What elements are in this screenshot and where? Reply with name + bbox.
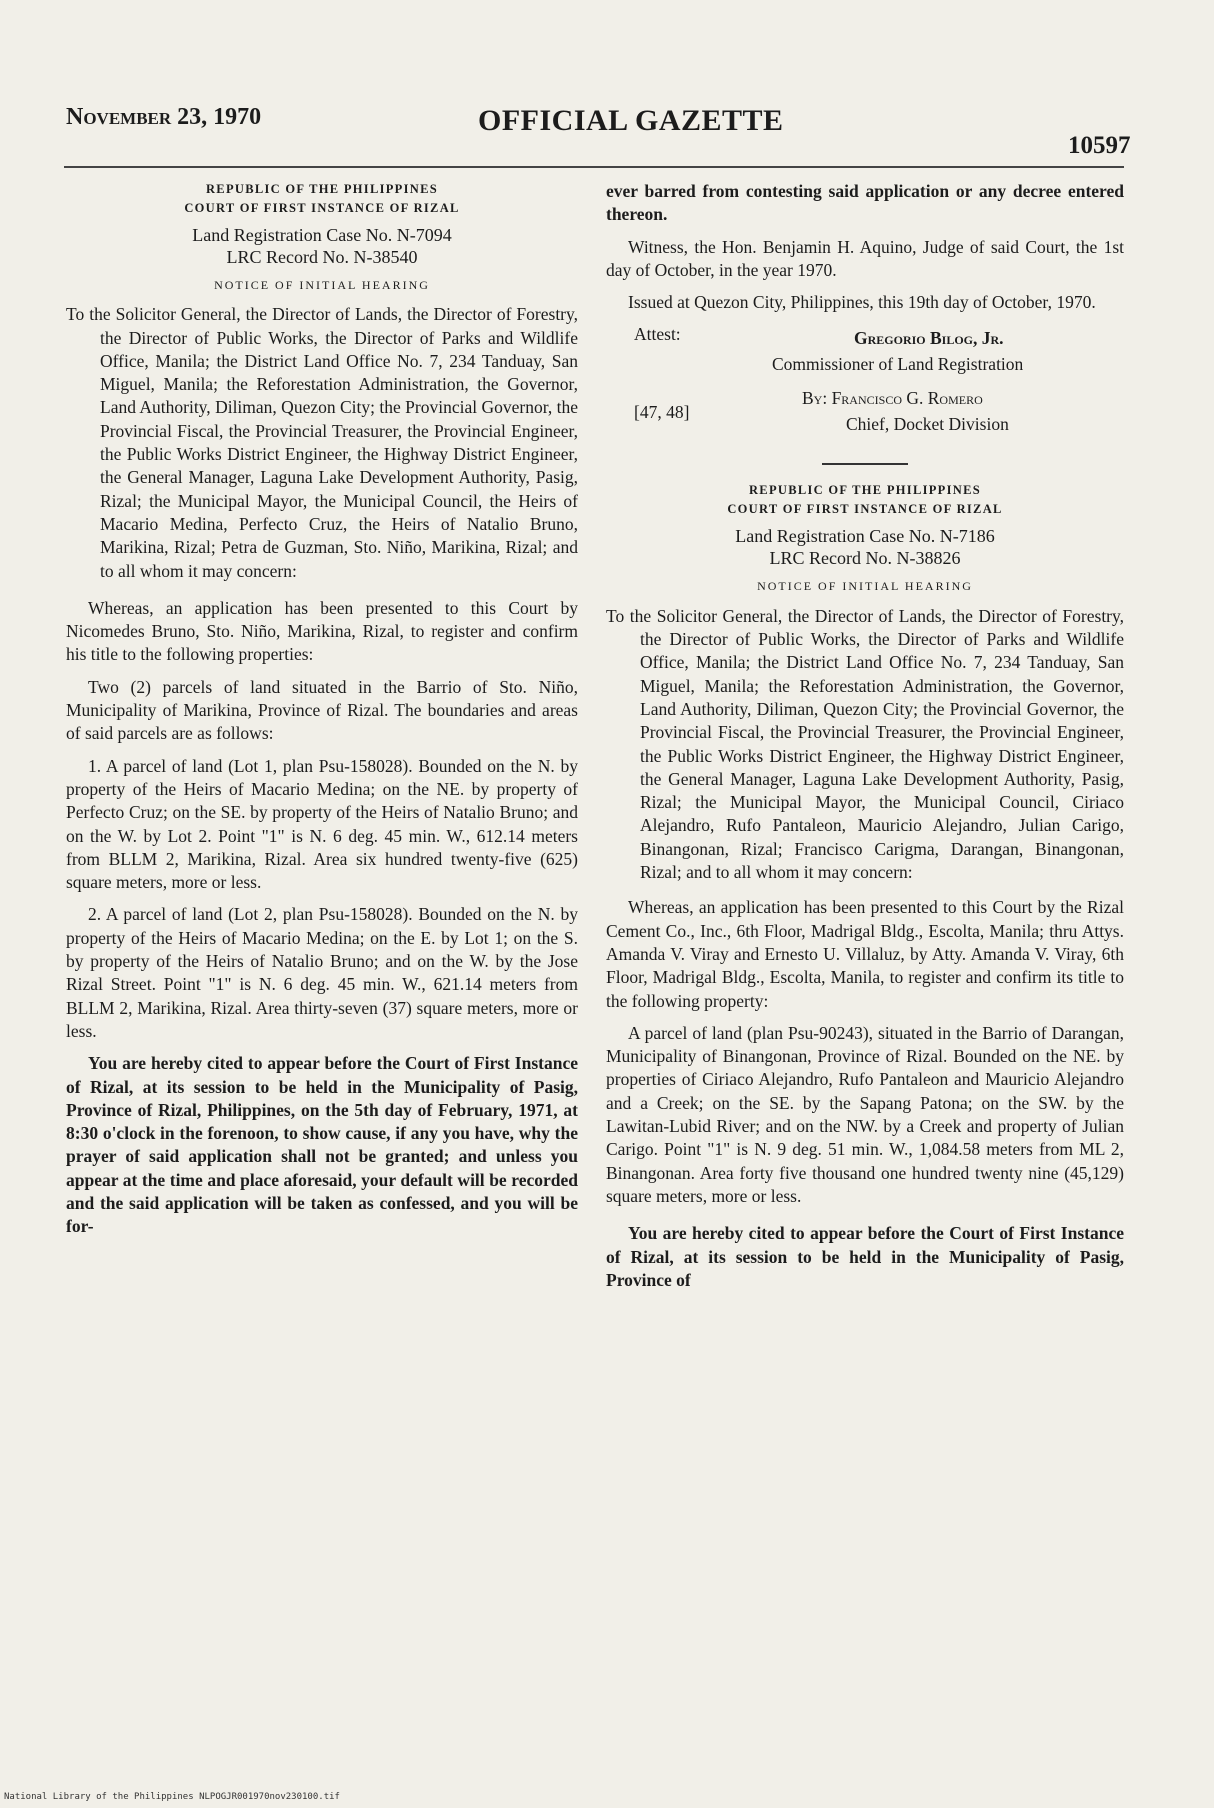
signer-title: Commissioner of Land Registration — [772, 354, 1024, 375]
witness-paragraph: Witness, the Hon. Benjamin H. Aquino, Judge of said Court, the 1st day of October, in the year 1970. — [606, 236, 1124, 280]
header-rule — [64, 166, 1124, 168]
continuation: ever barred from contesting said application or any decree entered thereon. — [606, 181, 1124, 225]
parcel-1: 1. A parcel of land (Lot 1, plan Psu-158028). Bounded on the N. by property of the Heirs of Macario Medina; on the NE. by property of Perfecto Cruz; on the SE. by property of the Heirs of Natalio Bruno; and on the W. by Lot 2. Point "1" is N. 6 deg. 45 min. W., 612.14 meters from BLLM 2, Marikina, Rizal. Area six hundred twenty-five (625) square meters, more or less. — [66, 755, 578, 893]
signature-block — [606, 323, 1124, 453]
reference-number: [47, 48] — [634, 402, 690, 423]
republic-heading-2: REPUBLIC OF THE PHILIPPINES — [748, 483, 981, 498]
signer-name: Gregorio Bilog, Jr. — [854, 328, 1004, 349]
parcel-2: 2. A parcel of land (Lot 2, plan Psu-158028). Bounded on the N. by property of the Heirs of Macario Medina; on the E. by Lot 1; on the S. by property of the Heirs of Natalio Bruno; and on the W. by the Jose Rizal Street. Point "1" is N. 6 deg. 45 min. W., 621.14 meters from BLLM 2, Marikina, Rizal. Area thirty-seven (37) square meters, more or less. — [66, 904, 578, 1041]
by-title: Chief, Docket Division — [846, 414, 1009, 435]
whereas-paragraph-2: Whereas, an application has been presented to this Court by the Rizal Cement Co., Inc., 6th Floor, Madrigal Bldg., Escolta, Manila; thru Attys. Amanda V. Viray and Ernesto U. Villaluz, by Atty. Amanda V. Viray, 6th Floor, Madrigal Bldg., Escolta, Manila, to register and confirm its title to the following property: — [606, 897, 1124, 1011]
record-number-2: LRC Record No. N-38826 — [769, 548, 961, 569]
record-number: LRC Record No. N-38540 — [226, 247, 418, 267]
parcel-description: A parcel of land (plan Psu-90243), situated in the Barrio of Darangan, Municipality of Binangonan, Province of Rizal. Bounded on the NE. by properties of Ciriaco Alejandro, Rufo Pantaleon and Mauricio Alejandro and a Creek; on the SE. by the Sapang Patona; on the SW. by the Lawitan-Lubid River; and on the NW. by a Creek and property of Julian Carigo. Point "1" is N. 9 deg. 51 min. W., 1,084.58 meters from ML 2, Binangonan. Area forty five thousand one hundred twenty nine (45,129) square meters, more or less. — [606, 1022, 1124, 1206]
by-signer: By: Francisco G. Romero — [802, 388, 983, 409]
publication-title: OFFICIAL GAZETTE — [478, 104, 784, 137]
cited-paragraph-2: You are hereby cited to appear before the Court of First Instance of Rizal, at its session to be held in the Municipality of Pasig, Province of — [606, 1223, 1124, 1290]
case-number: Land Registration Case No. N-7094 — [192, 225, 452, 245]
republic-heading: REPUBLIC OF THE PHILIPPINES — [205, 182, 438, 196]
page-number: 10597 — [1068, 132, 1131, 159]
court-heading-2: COURT OF FIRST INSTANCE OF RIZAL — [727, 502, 1003, 517]
notice-title-2: NOTICE OF INITIAL HEARING — [757, 579, 973, 594]
issued-paragraph: Issued at Quezon City, Philippines, this 19th day of October, 1970. — [628, 292, 1096, 313]
right-column — [606, 180, 1124, 1301]
court-heading: COURT OF FIRST INSTANCE OF RIZAL — [184, 201, 460, 215]
issue-date: November 23, 1970 — [66, 104, 262, 130]
left-column — [66, 180, 578, 1248]
addressees-2: To the Solicitor General, the Director of Lands, the Director of Forestry, the Director of Public Works, the Director of Parks and Wildlife Office, Manila; the District Land Office No. 7, 234 Tanduay, San Miguel, Manila; the Reforestation Administration, the Governor, Land Authority, Diliman, Quezon City; the Provincial Governor, the Provincial Fiscal, the Provincial Treasurer, the Provincial Engineer, the Public Works District Engineer, the Highway District Engineer, the General Manager, Laguna Lake Development Authority, Pasig, Rizal; the Municipal Mayor, the Municipal Council, Ciriaco Alejandro, Rufo Pantaleon, Mauricio Alejandro, Julian Carigo, Binangonan, Rizal; Francisco Carigma, Darangan, Binangonan, Rizal; and to all whom it may concern: — [606, 605, 1124, 883]
cited-paragraph: You are hereby cited to appear before the Court of First Instance of Rizal, at its session to be held in the Municipality of Pasig, Province of Rizal, Philippines, on the 5th day of February, 1971, at 8:30 o'clock in the forenoon, to show cause, if any you have, why the prayer of said application shall not be granted; and unless you appear at the time and place aforesaid, your default will be recorded and the said application will be taken as confessed, and you will be for- — [66, 1053, 578, 1237]
parcels-intro: Two (2) parcels of land situated in the Barrio of Sto. Niño, Municipality of Marikina, Province of Rizal. The boundaries and areas of said parcels are as follows: — [66, 676, 578, 744]
notice-title: NOTICE OF INITIAL HEARING — [214, 278, 430, 292]
attest-label: Attest: — [634, 324, 681, 345]
notice-divider — [822, 463, 908, 465]
addressees: To the Solicitor General, the Director of Lands, the Director of Forestry, the Director of Public Works, the Director of Parks and Wildlife Office, Manila; the District Land Office No. 7, 234 Tanduay, San Miguel, Manila; the Reforestation Administration, the Governor, Land Authority, Diliman, Quezon City; the Provincial Governor, the Provincial Fiscal, the Provincial Treasurer, the Provincial Engineer, the Public Works District Engineer, the Highway District Engineer, the General Manager, Laguna Lake Development Authority, Pasig, Rizal; the Municipal Mayor, the Municipal Council, the Heirs of Macario Medina, Perfecto Cruz, the Heirs of Natalio Bruno, Marikina, Rizal; Petra de Guzman, Sto. Niño, Marikina, Rizal; and to all whom it may concern: — [66, 304, 578, 581]
case-number-2: Land Registration Case No. N-7186 — [735, 526, 995, 547]
scan-footer: National Library of the Philippines NLPOGJR001970nov230100.tif — [4, 1792, 340, 1802]
whereas-paragraph: Whereas, an application has been presented to this Court by Nicomedes Bruno, Sto. Niño, Marikina, Rizal, to register and confirm his title to the following properties: — [66, 597, 578, 665]
